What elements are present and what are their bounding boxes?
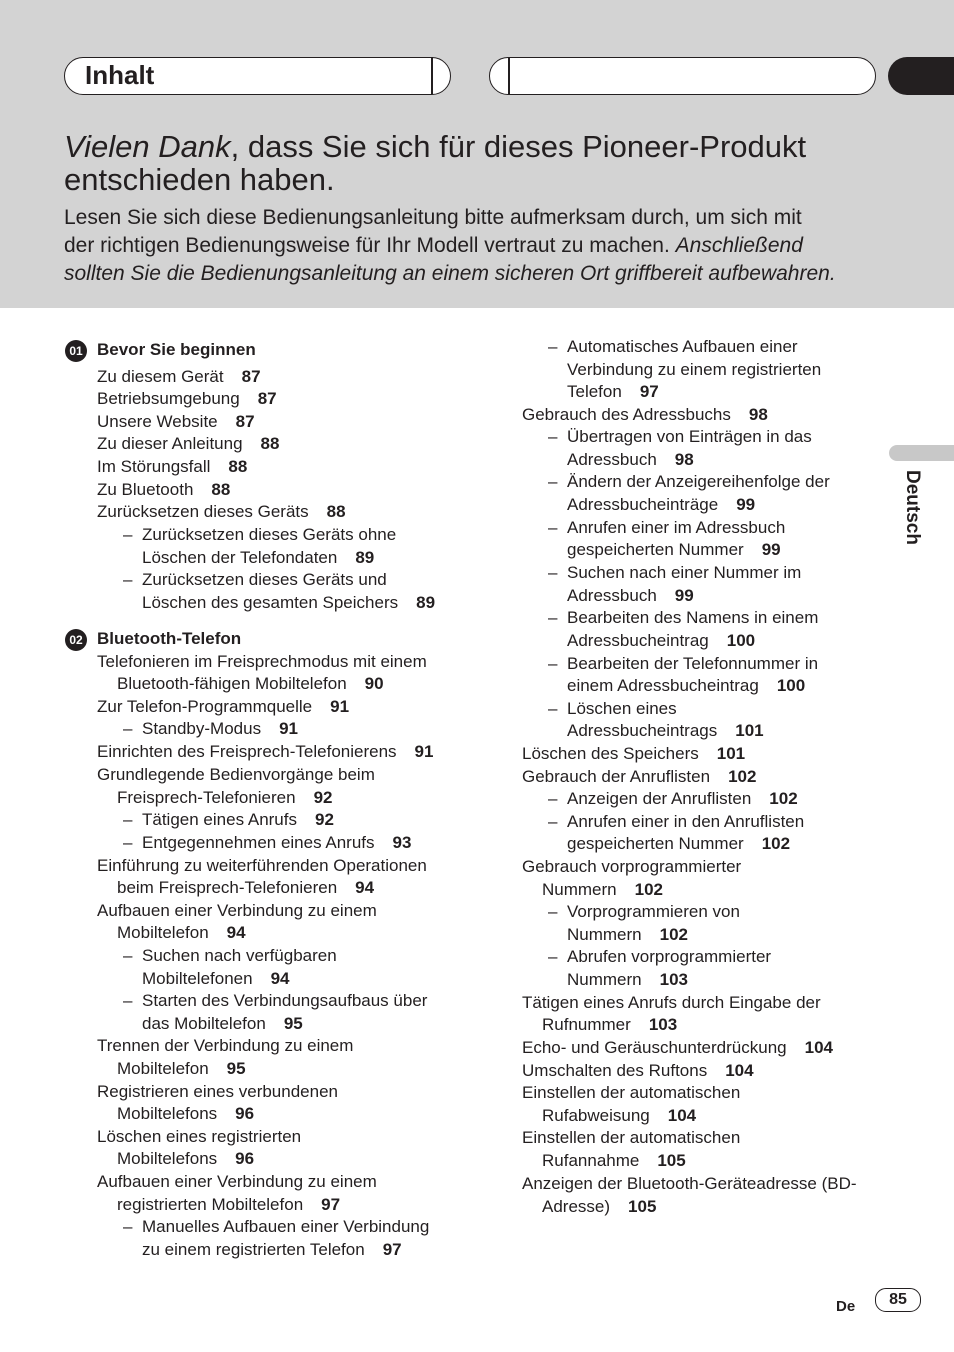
toc-entry-page: 102 bbox=[769, 789, 798, 808]
toc-entry bbox=[522, 1173, 857, 1195]
toc-entry-title: Mobiltelefons bbox=[117, 1149, 218, 1168]
toc-entry-title: Betriebsumgebung bbox=[97, 389, 240, 408]
toc-entry-title: Adressbucheinträge bbox=[567, 495, 719, 514]
dash-marker: – bbox=[548, 699, 558, 718]
toc-entry bbox=[567, 924, 688, 946]
toc-entry-title: Zu dieser Anleitung bbox=[97, 434, 243, 453]
section-label: Inhalt bbox=[85, 60, 155, 90]
toc-entry-page: 101 bbox=[716, 744, 746, 763]
toc-entry bbox=[142, 592, 435, 614]
intro-line-3: sollten Sie die Bedienungsanleitung an einem sicheren Ort griffbereit aufbewahren. bbox=[64, 262, 836, 285]
side-tab bbox=[889, 445, 954, 461]
toc-entry bbox=[567, 359, 821, 381]
section-number: 02 bbox=[65, 629, 87, 651]
toc-entry-title: Entgegennehmen eines Anrufs bbox=[142, 833, 375, 852]
toc-entry bbox=[97, 855, 427, 877]
toc-entry-title: Tätigen eines Anrufs bbox=[142, 810, 297, 829]
toc-entry-page: 102 bbox=[761, 834, 791, 853]
toc-entry bbox=[567, 585, 694, 607]
toc-entry-page: 102 bbox=[634, 880, 663, 899]
toc-entry-title: Einrichten des Freisprech-Telefonierens bbox=[97, 742, 397, 761]
toc-entry bbox=[542, 1150, 686, 1172]
dash-marker: – bbox=[548, 518, 558, 537]
toc-entry-page: 104 bbox=[804, 1038, 833, 1057]
toc-entry bbox=[123, 832, 412, 854]
toc-entry bbox=[522, 856, 741, 878]
toc-entry-title: Telefonieren im Freisprechmodus mit einem bbox=[97, 652, 427, 671]
toc-entry bbox=[123, 718, 298, 740]
toc-entry-title: Suchen nach verfügbaren bbox=[142, 946, 337, 965]
toc-entry-page: 95 bbox=[283, 1014, 303, 1033]
toc-entry bbox=[522, 992, 821, 1014]
toc-entry-page: 99 bbox=[761, 540, 781, 559]
dash-marker: – bbox=[123, 946, 133, 965]
toc-entry bbox=[567, 675, 805, 697]
toc-entry-page: 89 bbox=[416, 593, 436, 612]
language-label: Deutsch bbox=[902, 470, 923, 545]
toc-entry-title: Adressbuch bbox=[567, 450, 657, 469]
pill-divider bbox=[431, 57, 433, 94]
toc-entry bbox=[97, 1171, 377, 1193]
toc-entry bbox=[97, 696, 349, 718]
toc-entry-title: Einstellen der automatischen bbox=[522, 1128, 741, 1147]
toc-entry-title: Aufbauen einer Verbindung zu einem bbox=[97, 1172, 377, 1191]
toc-entry-title: Adressbucheintrags bbox=[567, 721, 718, 740]
toc-entry-title: Nummern bbox=[542, 880, 617, 899]
toc-entry-page: 95 bbox=[226, 1059, 246, 1078]
toc-entry-page: 102 bbox=[659, 925, 688, 944]
toc-entry bbox=[522, 1060, 754, 1082]
toc-entry bbox=[548, 562, 802, 584]
toc-entry-title: Ändern der Anzeigereihenfolge der bbox=[567, 472, 830, 491]
toc-entry-title: Löschen des gesamten Speichers bbox=[142, 593, 399, 612]
toc-entry-title: Suchen nach einer Nummer im bbox=[567, 563, 802, 582]
headline bbox=[64, 130, 884, 196]
toc-entry bbox=[97, 388, 277, 410]
toc-entry-title: Nummern bbox=[567, 970, 642, 989]
toc-entry-page: 88 bbox=[228, 457, 248, 476]
toc-entry-title: Rufannahme bbox=[542, 1151, 640, 1170]
toc-entry-page: 105 bbox=[657, 1151, 686, 1170]
toc-entry bbox=[97, 764, 375, 786]
toc-entry-title: Im Störungsfall bbox=[97, 457, 211, 476]
toc-entry bbox=[548, 811, 805, 833]
toc-entry bbox=[142, 968, 290, 990]
toc-entry-title: Löschen eines registrierten bbox=[97, 1127, 302, 1146]
toc-entry-page: 91 bbox=[414, 742, 434, 761]
toc-entry-title: Mobiltelefons bbox=[117, 1104, 218, 1123]
dash-marker: – bbox=[123, 991, 133, 1010]
toc-entry-title: Adresse) bbox=[542, 1197, 611, 1216]
dash-marker: – bbox=[123, 833, 133, 852]
toc-entry bbox=[142, 1013, 303, 1035]
toc-entry-title: Zurücksetzen dieses Geräts und bbox=[142, 570, 387, 589]
dash-marker: – bbox=[123, 1217, 133, 1236]
toc-entry-title: Einführung zu weiterführenden Operationen bbox=[97, 856, 427, 875]
toc-entry bbox=[123, 990, 428, 1012]
toc-entry-page: 100 bbox=[776, 676, 806, 695]
toc-entry bbox=[548, 698, 677, 720]
dash-marker: – bbox=[548, 812, 558, 831]
toc-entry-page: 94 bbox=[355, 878, 375, 897]
toc-entry bbox=[567, 630, 755, 652]
dash-marker: – bbox=[548, 789, 558, 808]
toc-entry-title: Anrufen einer in den Anruflisten bbox=[567, 812, 805, 831]
toc-entry-title: Freisprech-Telefonieren bbox=[117, 788, 296, 807]
toc-entry bbox=[97, 1035, 353, 1057]
headline-italic: Vielen Dank bbox=[64, 129, 231, 164]
toc-entry-title: Grundlegende Bedienvorgänge beim bbox=[97, 765, 375, 784]
toc-entry-page: 99 bbox=[736, 495, 756, 514]
toc-entry-title: beim Freisprech-Telefonieren bbox=[117, 878, 338, 897]
toc-entry bbox=[97, 900, 377, 922]
toc-entry-title: zu einem registrierten Telefon bbox=[142, 1240, 365, 1259]
toc-entry-title: Gebrauch des Adressbuchs bbox=[522, 405, 731, 424]
toc-entry bbox=[542, 1014, 677, 1036]
dash-marker: – bbox=[123, 570, 133, 589]
toc-entry bbox=[117, 1058, 246, 1080]
toc-entry-title: Rufabweisung bbox=[542, 1106, 650, 1125]
toc-entry bbox=[117, 922, 246, 944]
toc-entry-title: gespeicherten Nummer bbox=[567, 540, 744, 559]
toc-entry bbox=[123, 945, 337, 967]
toc-entry bbox=[567, 381, 659, 403]
toc-entry-title: Mobiltelefonen bbox=[142, 969, 253, 988]
toc-entry-title: Zu Bluetooth bbox=[97, 480, 194, 499]
toc-entry bbox=[567, 720, 764, 742]
toc-entry-title: Bluetooth-fähigen Mobiltelefon bbox=[117, 674, 347, 693]
toc-entry bbox=[117, 877, 374, 899]
toc-entry-title: einem Adressbucheintrag bbox=[567, 676, 759, 695]
dash-marker: – bbox=[548, 608, 558, 627]
toc-entry-title: Echo- und Geräuschunterdrückung bbox=[522, 1038, 787, 1057]
toc-entry bbox=[117, 1148, 254, 1170]
toc-entry bbox=[117, 787, 333, 809]
toc-entry-title: Registrieren eines verbundenen bbox=[97, 1082, 338, 1101]
intro-paragraph bbox=[64, 204, 894, 288]
toc-entry-page: 91 bbox=[279, 719, 298, 738]
intro-line-2-italic: Anschließend bbox=[675, 234, 803, 257]
language-side-label bbox=[885, 470, 945, 560]
dash-marker: – bbox=[123, 810, 133, 829]
toc-entry bbox=[522, 1037, 833, 1059]
toc-entry-title: Abrufen vorprogrammierter bbox=[567, 947, 772, 966]
section-title: Bluetooth-Telefon bbox=[97, 629, 242, 648]
toc-entry bbox=[97, 1126, 301, 1148]
toc-entry-page: 88 bbox=[326, 502, 346, 521]
toc-entry-page: 91 bbox=[330, 697, 350, 716]
toc-entry-title: Anzeigen der Bluetooth-Geräteadresse (BD- bbox=[522, 1174, 857, 1193]
toc-entry bbox=[548, 517, 786, 539]
toc-entry bbox=[567, 449, 694, 471]
toc-entry-title: Löschen der Telefondaten bbox=[142, 548, 338, 567]
toc-entry bbox=[123, 1216, 430, 1238]
black-tab bbox=[888, 57, 954, 95]
toc-entry bbox=[97, 1081, 338, 1103]
dash-marker: – bbox=[123, 525, 133, 544]
toc-entry-page: 89 bbox=[355, 548, 375, 567]
toc-entry-title: Automatisches Aufbauen einer bbox=[567, 337, 798, 356]
toc-entry bbox=[97, 479, 230, 501]
toc-entry-page: 87 bbox=[241, 367, 261, 386]
toc-entry bbox=[123, 569, 387, 591]
toc-entry bbox=[567, 494, 755, 516]
toc-entry-page: 93 bbox=[392, 833, 412, 852]
toc-entry-page: 103 bbox=[648, 1015, 678, 1034]
toc-entry bbox=[522, 766, 756, 788]
toc-entry-title: Zurücksetzen dieses Geräts ohne bbox=[142, 525, 397, 544]
toc-entry bbox=[548, 471, 830, 493]
toc-entry bbox=[548, 788, 798, 810]
toc-entry-title: gespeicherten Nummer bbox=[567, 834, 744, 853]
dash-marker: – bbox=[548, 563, 558, 582]
toc-entry-title: Bearbeiten der Telefonnummer in bbox=[567, 654, 819, 673]
toc-entry-title: Adressbucheintrag bbox=[567, 631, 709, 650]
toc-entry bbox=[97, 741, 433, 763]
toc-entry bbox=[548, 426, 812, 448]
toc-entry-title: das Mobiltelefon bbox=[142, 1014, 266, 1033]
toc-entry-title: Anrufen einer im Adressbuch bbox=[567, 518, 786, 537]
toc-entry bbox=[117, 673, 384, 695]
toc-entry-page: 88 bbox=[260, 434, 280, 453]
toc-entry-page: 87 bbox=[235, 412, 255, 431]
toc-entry-title: Umschalten des Ruftons bbox=[522, 1061, 708, 1080]
toc-entry bbox=[142, 547, 374, 569]
toc-entry-title: Zurücksetzen dieses Geräts bbox=[97, 502, 309, 521]
toc-entry-title: Löschen eines bbox=[567, 699, 677, 718]
headline-text-1: , dass Sie sich für dieses Pioneer-Produkt bbox=[230, 129, 807, 164]
page-number: 85 bbox=[875, 1288, 921, 1312]
toc-entry-title: Tätigen eines Anrufs durch Eingabe der bbox=[522, 993, 821, 1012]
toc-entry-page: 99 bbox=[674, 586, 694, 605]
toc-entry bbox=[522, 1082, 740, 1104]
footer-language: De bbox=[836, 1298, 856, 1315]
toc-entry-page: 104 bbox=[725, 1061, 754, 1080]
toc-entry-page: 98 bbox=[748, 405, 768, 424]
toc-entry bbox=[567, 539, 781, 561]
toc-entry-title: registrierten Mobiltelefon bbox=[117, 1195, 304, 1214]
toc-entry bbox=[542, 879, 663, 901]
toc-entry bbox=[567, 969, 688, 991]
toc-entry bbox=[97, 651, 427, 673]
toc-entry bbox=[97, 433, 279, 455]
toc-entry-page: 92 bbox=[314, 810, 334, 829]
toc-entry-page: 97 bbox=[382, 1240, 402, 1259]
toc-entry bbox=[548, 336, 798, 358]
blank-pill bbox=[489, 57, 876, 95]
toc-entry-page: 105 bbox=[628, 1197, 657, 1216]
toc-entry-title: Vorprogrammieren von bbox=[567, 902, 740, 921]
toc-entry-page: 94 bbox=[226, 923, 246, 942]
toc-entry-title: Adressbuch bbox=[567, 586, 657, 605]
dash-marker: – bbox=[548, 947, 558, 966]
toc-entry bbox=[97, 411, 255, 433]
toc-entry-title: Gebrauch vorprogrammierter bbox=[522, 857, 742, 876]
toc-entry-page: 90 bbox=[364, 674, 384, 693]
toc-entry-title: Nummern bbox=[567, 925, 642, 944]
intro-line-1: Lesen Sie sich diese Bedienungsanleitung bitte aufmerksam durch, um sich mit bbox=[64, 206, 802, 229]
toc-entry bbox=[522, 1127, 740, 1149]
toc-entry-page: 104 bbox=[667, 1106, 697, 1125]
toc-entry-page: 94 bbox=[270, 969, 290, 988]
toc-entry bbox=[548, 653, 819, 675]
toc-entry-page: 101 bbox=[735, 721, 764, 740]
dash-marker: – bbox=[548, 654, 558, 673]
toc-entry bbox=[548, 901, 740, 923]
toc-entry-title: Mobiltelefon bbox=[117, 923, 209, 942]
toc-entry-title: Löschen des Speichers bbox=[522, 744, 699, 763]
toc-entry-page: 97 bbox=[639, 382, 659, 401]
toc-entry-page: 97 bbox=[321, 1195, 341, 1214]
toc-entry-title: Rufnummer bbox=[542, 1015, 631, 1034]
section-pill bbox=[64, 57, 451, 95]
toc-entry-title: Unsere Website bbox=[97, 412, 218, 431]
toc-entry bbox=[142, 1239, 402, 1261]
dash-marker: – bbox=[548, 902, 558, 921]
toc-entry bbox=[542, 1196, 656, 1218]
toc-entry bbox=[97, 456, 247, 478]
toc-entry bbox=[117, 1103, 254, 1125]
toc-entry bbox=[97, 366, 261, 388]
toc-entry-title: Gebrauch der Anruflisten bbox=[522, 767, 711, 786]
toc-entry-page: 88 bbox=[211, 480, 231, 499]
toc-entry bbox=[567, 833, 790, 855]
toc-entry bbox=[97, 501, 346, 523]
toc-entry-title: Anzeigen der Anruflisten bbox=[567, 789, 752, 808]
toc-entry bbox=[123, 524, 397, 546]
headline-text-2: entschieden haben. bbox=[64, 162, 335, 197]
toc-entry-title: Starten des Verbindungsaufbaus über bbox=[142, 991, 428, 1010]
toc-entry-page: 96 bbox=[235, 1104, 255, 1123]
section-title: Bevor Sie beginnen bbox=[97, 340, 256, 359]
toc-entry-title: Zu diesem Gerät bbox=[97, 367, 224, 386]
toc-entry-title: Telefon bbox=[567, 382, 622, 401]
toc-entry-title: Manuelles Aufbauen einer Verbindung bbox=[142, 1217, 430, 1236]
toc-entry bbox=[548, 607, 819, 629]
toc-entry bbox=[123, 809, 334, 831]
toc-entry-title: Übertragen von Einträgen in das bbox=[567, 427, 812, 446]
toc-entry bbox=[542, 1105, 696, 1127]
pill-divider bbox=[508, 57, 510, 94]
toc-entry-page: 92 bbox=[313, 788, 333, 807]
toc-entry-title: Zur Telefon-Programmquelle bbox=[97, 697, 313, 716]
dash-marker: – bbox=[548, 472, 558, 491]
toc-entry-title: Einstellen der automatischen bbox=[522, 1083, 741, 1102]
toc-entry-title: Aufbauen einer Verbindung zu einem bbox=[97, 901, 377, 920]
dash-marker: – bbox=[548, 337, 558, 356]
toc-entry-page: 102 bbox=[728, 767, 757, 786]
toc-entry-title: Mobiltelefon bbox=[117, 1059, 209, 1078]
toc-entry-title: Verbindung zu einem registrierten bbox=[567, 360, 822, 379]
toc-entry bbox=[522, 743, 745, 765]
toc-entry bbox=[522, 404, 768, 426]
toc-entry-page: 98 bbox=[674, 450, 694, 469]
toc-entry bbox=[117, 1194, 340, 1216]
section-number: 01 bbox=[65, 340, 87, 362]
toc-entry-page: 103 bbox=[659, 970, 688, 989]
dash-marker: – bbox=[123, 719, 133, 738]
toc-entry-page: 100 bbox=[726, 631, 756, 650]
toc-entry-page: 96 bbox=[235, 1149, 255, 1168]
toc-entry-title: Trennen der Verbindung zu einem bbox=[97, 1036, 354, 1055]
toc-entry bbox=[548, 946, 772, 968]
dash-marker: – bbox=[548, 427, 558, 446]
toc-entry-title: Standby-Modus bbox=[142, 719, 262, 738]
intro-line-2: der richtigen Bedienungsweise für Ihr Modell vertraut zu machen. bbox=[64, 234, 670, 257]
toc-entry-title: Bearbeiten des Namens in einem bbox=[567, 608, 819, 627]
toc-entry-page: 87 bbox=[257, 389, 277, 408]
